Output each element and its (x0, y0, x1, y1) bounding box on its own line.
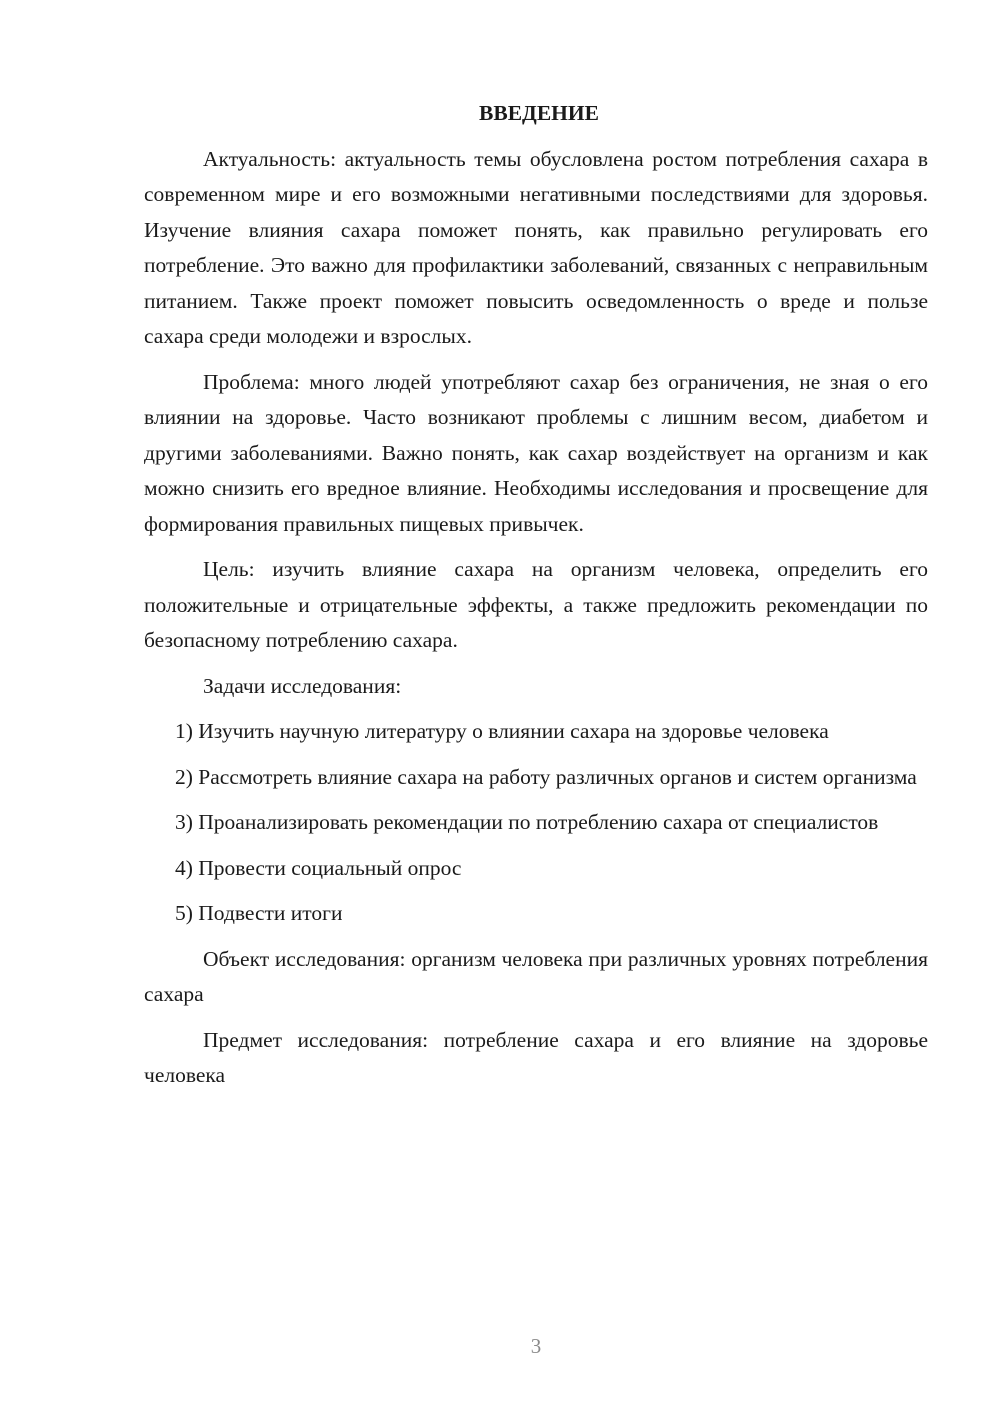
tasks-heading: Задачи исследования: (203, 673, 402, 698)
page-number: 3 (530, 1334, 542, 1358)
subject-paragraph: Предмет исследования: потребление сахара и его влияние на здоровье человека (144, 1027, 928, 1087)
problem-paragraph: Проблема: много людей употребляют сахар без ограничения, не зная о его влиянии на здоровье. Часто возникают проблемы с лишним весом, диабетом и другими заболеваниями. Важно понять, как сахар воздействует на организм и как можно снизить его вредное влияние. Необходимы исследования и просвещение для формирования правильных пищевых привычек. (144, 369, 928, 536)
task-item: 3) Проанализировать рекомендации по потреблению сахара от специалистов (175, 810, 879, 834)
task-item: 4) Провести социальный опрос (175, 855, 462, 880)
page-title: ВВЕДЕНИЕ (479, 101, 599, 125)
page-content (144, 96, 928, 1104)
goal-paragraph: Цель: изучить влияние сахара на организм человека, определить его положительные и отрицательные эффекты, а также предложить рекомендации по безопасному потреблению сахара. (144, 557, 928, 652)
task-item: 2) Рассмотреть влияние сахара на работу различных органов и систем организма (175, 764, 917, 789)
task-item: 1) Изучить научную литературу о влиянии сахара на здоровье человека (175, 719, 829, 743)
task-item: 5) Подвести итоги (175, 901, 343, 925)
relevance-paragraph: Актуальность: актуальность темы обусловлена ростом потребления сахара в современном мире и его возможными негативными последствиями для здоровья. Изучение влияния сахара поможет понять, как правильно регулировать его потребление. Это важно для профилактики заболеваний, связанных с неправильным питанием. Также проект поможет повысить осведомленность о вреде и пользе сахара среди молодежи и взрослых. (144, 146, 928, 348)
object-paragraph: Объект исследования: организм человека при различных уровнях потребления сахара (144, 946, 928, 1006)
